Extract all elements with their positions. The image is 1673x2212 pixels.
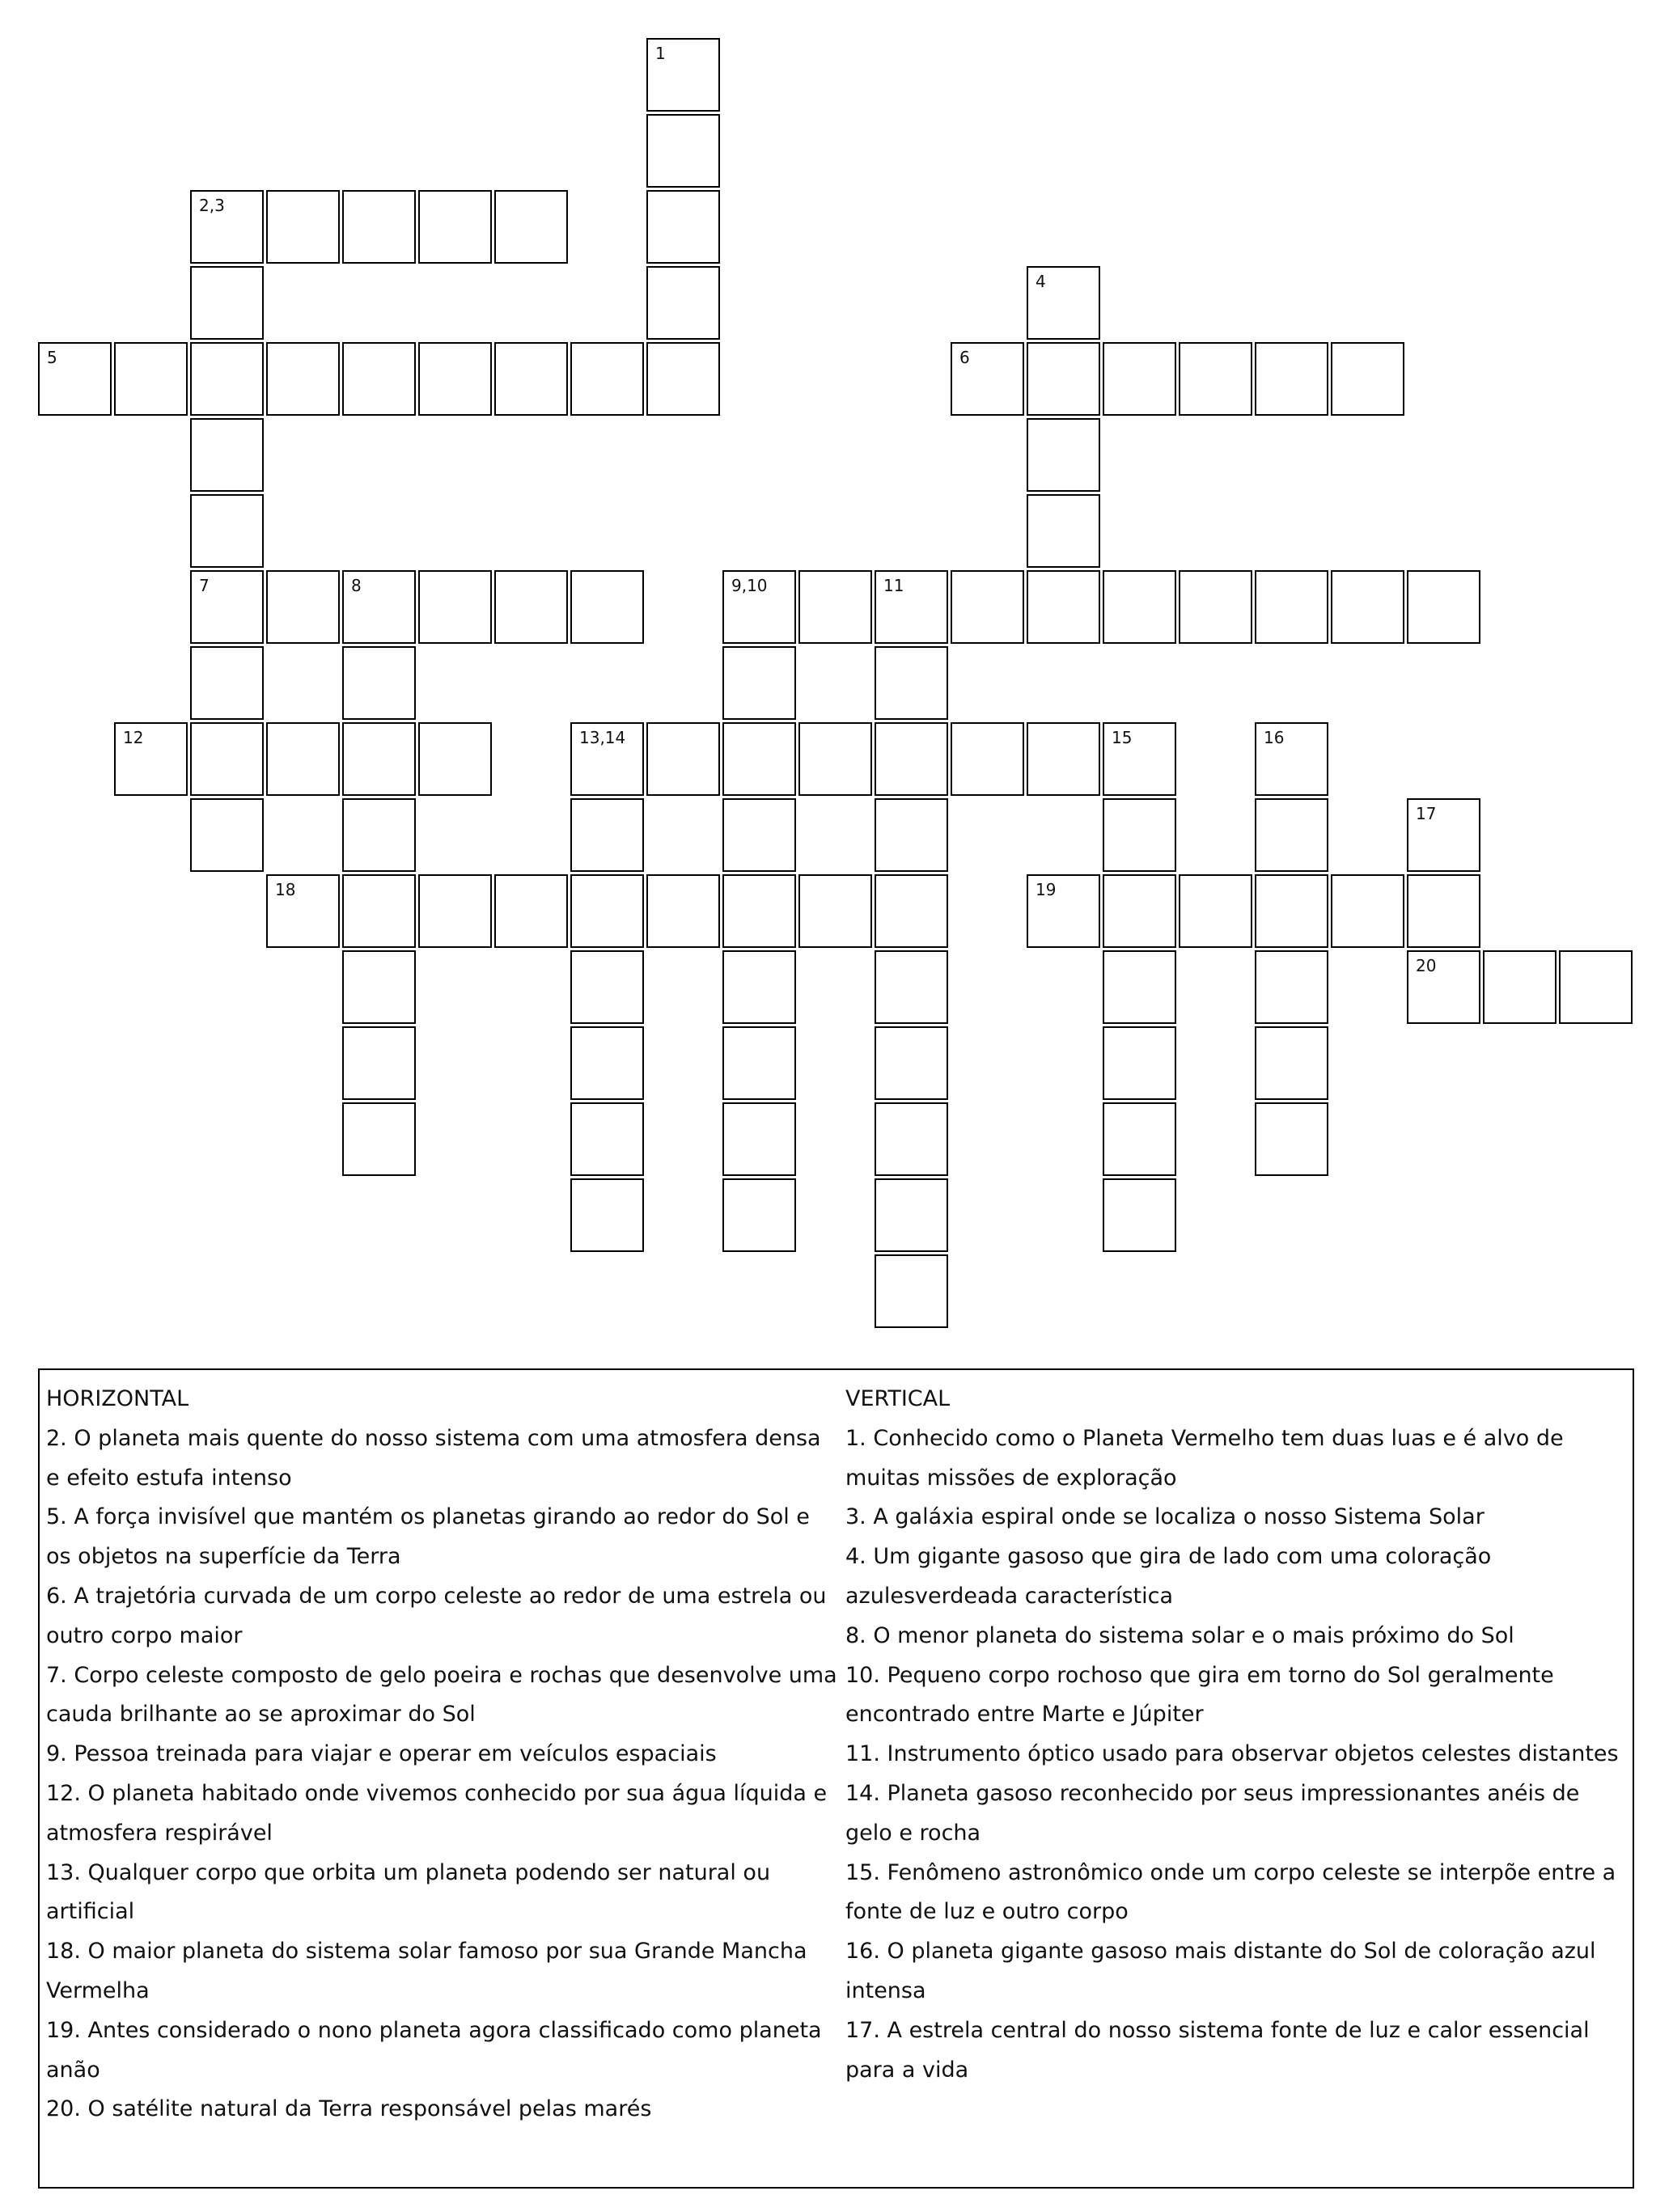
clue-number-19: 19 xyxy=(1036,880,1057,899)
clue-v-1: 1. Conhecido como o Planeta Vermelho tem duas luas e é alvo de muitas missões de exploração xyxy=(845,1425,1564,1491)
grid-cell[interactable] xyxy=(875,646,948,720)
grid-cell[interactable] xyxy=(1483,950,1557,1024)
clue-h-19: 19. Antes considerado o nono planeta agora classificado como planeta anão xyxy=(46,2017,822,2083)
grid-cell[interactable] xyxy=(1103,1026,1176,1100)
grid-cell[interactable] xyxy=(646,266,720,340)
grid-cell[interactable] xyxy=(1331,874,1404,948)
grid-cell[interactable] xyxy=(342,722,416,796)
grid-cell[interactable] xyxy=(342,342,416,416)
grid-cell[interactable] xyxy=(875,722,948,796)
grid-cell[interactable] xyxy=(722,798,796,872)
grid-cell[interactable] xyxy=(1027,418,1100,492)
grid-cell[interactable] xyxy=(1103,798,1176,872)
clue-v-15: 15. Fenômeno astronômico onde um corpo celeste se interpõe entre a fonte de luz e outro corpo xyxy=(845,1859,1616,1925)
grid-cell[interactable] xyxy=(418,190,492,264)
grid-cell[interactable] xyxy=(342,646,416,720)
clue-h-5: 5. A força invisível que mantém os planetas girando ao redor do Sol e os objetos na superfície da Terra xyxy=(46,1504,810,1570)
grid-cell[interactable] xyxy=(1179,874,1252,948)
grid-cell[interactable] xyxy=(875,1254,948,1328)
grid-cell[interactable] xyxy=(266,342,340,416)
grid-cell[interactable] xyxy=(1179,570,1252,644)
clue-number-11: 11 xyxy=(883,576,904,595)
grid-cell[interactable] xyxy=(570,1102,644,1176)
grid-cell[interactable] xyxy=(342,1102,416,1176)
clue-v-14: 14. Planeta gasoso reconhecido por seus impressionantes anéis de gelo e rocha xyxy=(845,1780,1580,1846)
clue-v-8: 8. O menor planeta do sistema solar e o mais próximo do Sol xyxy=(845,1622,1514,1648)
grid-cell[interactable] xyxy=(570,874,644,948)
clue-number-4: 4 xyxy=(1036,272,1046,291)
grid-cell[interactable] xyxy=(722,646,796,720)
grid-cell[interactable] xyxy=(875,950,948,1024)
grid-cell[interactable] xyxy=(646,342,720,416)
grid-cell[interactable] xyxy=(1027,722,1100,796)
grid-cell[interactable] xyxy=(342,1026,416,1100)
grid-cell[interactable] xyxy=(722,1026,796,1100)
grid-cell[interactable] xyxy=(1027,570,1100,644)
grid-cell[interactable] xyxy=(722,1102,796,1176)
grid-cell[interactable] xyxy=(342,950,416,1024)
clue-h-9: 9. Pessoa treinada para viajar e operar em veículos espaciais xyxy=(46,1741,717,1767)
clue-v-16: 16. O planeta gigante gasoso mais distante do Sol de coloração azul intensa xyxy=(845,1939,1596,2003)
grid-cell[interactable] xyxy=(951,722,1024,796)
clue-v-4: 4. Um gigante gasoso que gira de lado com uma coloração azulesverdeada característica xyxy=(845,1544,1492,1609)
grid-cell[interactable] xyxy=(1103,1102,1176,1176)
clue-number-20: 20 xyxy=(1416,956,1437,975)
clue-h-6: 6. A trajetória curvada de um corpo celeste ao redor de uma estrela ou outro corpo maior xyxy=(46,1583,827,1648)
grid-cell[interactable] xyxy=(722,722,796,796)
clue-number-1: 1 xyxy=(655,44,666,63)
grid-cell[interactable] xyxy=(646,114,720,188)
clue-number-18: 18 xyxy=(275,880,296,899)
grid-cell[interactable] xyxy=(570,570,644,644)
grid-cell[interactable] xyxy=(494,342,568,416)
grid-cell[interactable] xyxy=(570,342,644,416)
grid-cell[interactable] xyxy=(190,646,264,720)
clue-v-3: 3. A galáxia espiral onde se localiza o nosso Sistema Solar xyxy=(845,1504,1485,1530)
grid-cell[interactable] xyxy=(722,1178,796,1252)
grid-cell[interactable] xyxy=(951,570,1024,644)
grid-cell[interactable] xyxy=(875,874,948,948)
grid-cell[interactable] xyxy=(342,798,416,872)
grid-cell[interactable] xyxy=(418,570,492,644)
clue-number-9-10: 9,10 xyxy=(731,576,768,595)
grid-cell[interactable] xyxy=(875,798,948,872)
grid-cell[interactable] xyxy=(342,874,416,948)
grid-cell[interactable] xyxy=(1179,342,1252,416)
grid-cell[interactable] xyxy=(646,722,720,796)
clue-h-7: 7. Corpo celeste composto de gelo poeira e rochas que desenvolve uma cauda brilhante ao se aproximar do Sol xyxy=(46,1662,837,1728)
grid-cell[interactable] xyxy=(1103,1178,1176,1252)
clue-h-13: 13. Qualquer corpo que orbita um planeta podendo ser natural ou artificial xyxy=(46,1859,771,1925)
grid-cell[interactable] xyxy=(190,418,264,492)
grid-cell[interactable] xyxy=(190,494,264,568)
grid-cell[interactable] xyxy=(1255,1102,1328,1176)
grid-cell[interactable] xyxy=(1103,874,1176,948)
clue-v-11: 11. Instrumento óptico usado para observar objetos celestes distantes xyxy=(845,1741,1619,1767)
grid-cell[interactable] xyxy=(646,190,720,264)
grid-cell[interactable] xyxy=(266,570,340,644)
clue-h-12: 12. O planeta habitado onde vivemos conhecido por sua água líquida e atmosfera respirável xyxy=(46,1780,828,1846)
grid-cell[interactable] xyxy=(646,874,720,948)
grid-cell[interactable] xyxy=(1103,950,1176,1024)
clue-number-2-3: 2,3 xyxy=(199,196,225,215)
grid-cell[interactable] xyxy=(1103,570,1176,644)
grid-cell[interactable] xyxy=(418,874,492,948)
grid-cell[interactable] xyxy=(1103,342,1176,416)
grid-cell[interactable] xyxy=(342,190,416,264)
grid-cell[interactable] xyxy=(1331,570,1404,644)
grid-cell[interactable] xyxy=(1027,494,1100,568)
clue-number-17: 17 xyxy=(1416,804,1437,823)
grid-cell[interactable] xyxy=(190,798,264,872)
clue-number-6: 6 xyxy=(959,348,970,367)
grid-cell[interactable] xyxy=(570,798,644,872)
grid-cell[interactable] xyxy=(570,1178,644,1252)
grid-cell[interactable] xyxy=(494,874,568,948)
grid-cell[interactable] xyxy=(266,190,340,264)
clue-h-20: 20. O satélite natural da Terra responsável pelas marés xyxy=(46,2096,652,2122)
clue-number-8: 8 xyxy=(351,576,362,595)
grid-cell[interactable] xyxy=(1407,570,1480,644)
clue-number-16: 16 xyxy=(1264,728,1285,747)
grid-cell[interactable] xyxy=(190,266,264,340)
grid-cell[interactable] xyxy=(875,1102,948,1176)
grid-cell[interactable] xyxy=(1559,950,1633,1024)
horizontal-title: HORIZONTAL xyxy=(46,1386,189,1411)
grid-cell[interactable] xyxy=(798,874,872,948)
grid-cell[interactable] xyxy=(1255,342,1328,416)
clue-h-18: 18. O maior planeta do sistema solar famoso por sua Grande Mancha Vermelha xyxy=(46,1939,807,2003)
grid-cell[interactable] xyxy=(1255,950,1328,1024)
clue-number-13-14: 13,14 xyxy=(579,728,626,747)
grid-cell[interactable] xyxy=(494,190,568,264)
clue-h-2: 2. O planeta mais quente do nosso sistema com uma atmosfera densa e efeito estufa intenso xyxy=(46,1425,821,1491)
clue-v-17: 17. A estrela central do nosso sistema fonte de luz e calor essencial para a vida xyxy=(845,2017,1590,2083)
grid-cell[interactable] xyxy=(875,1026,948,1100)
grid-cell[interactable] xyxy=(1027,342,1100,416)
grid-cell[interactable] xyxy=(1407,874,1480,948)
grid-cell[interactable] xyxy=(1255,874,1328,948)
clue-number-7: 7 xyxy=(199,576,210,595)
grid-cell[interactable] xyxy=(494,570,568,644)
grid-cell[interactable] xyxy=(418,722,492,796)
grid-cell[interactable] xyxy=(798,570,872,644)
clue-number-15: 15 xyxy=(1112,728,1133,747)
grid-cell[interactable] xyxy=(418,342,492,416)
grid-cell[interactable] xyxy=(114,342,188,416)
vertical-clues xyxy=(845,1380,1630,2090)
grid-cell[interactable] xyxy=(798,722,872,796)
grid-cell[interactable] xyxy=(1255,570,1328,644)
grid-cell[interactable] xyxy=(722,874,796,948)
grid-cell[interactable] xyxy=(190,342,264,416)
grid-cell[interactable] xyxy=(190,722,264,796)
grid-cell[interactable] xyxy=(1255,798,1328,872)
grid-cell[interactable] xyxy=(1331,342,1404,416)
grid-cell[interactable] xyxy=(875,1178,948,1252)
grid-cell[interactable] xyxy=(1255,1026,1328,1100)
clue-number-12: 12 xyxy=(123,728,144,747)
vertical-title: VERTICAL xyxy=(845,1386,951,1411)
grid-cell[interactable] xyxy=(570,950,644,1024)
clue-number-5: 5 xyxy=(47,348,57,367)
grid-cell[interactable] xyxy=(266,722,340,796)
grid-cell[interactable] xyxy=(570,1026,644,1100)
clues-box xyxy=(38,1368,1634,2189)
grid-cell[interactable] xyxy=(722,950,796,1024)
horizontal-clues xyxy=(46,1380,839,2130)
clue-v-10: 10. Pequeno corpo rochoso que gira em torno do Sol geralmente encontrado entre Marte e Júpiter xyxy=(845,1662,1554,1728)
